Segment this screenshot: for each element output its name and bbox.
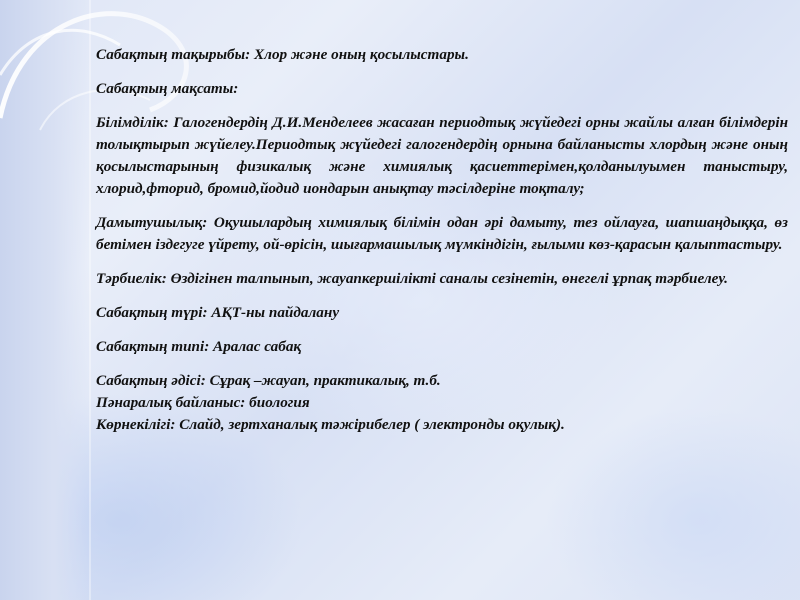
left-decor-strip: [0, 0, 88, 600]
lesson-type: Сабақтың түрі: АҚТ-ны пайдалану: [96, 304, 340, 321]
developmental-goal: Дамытушылық: Оқушылардың химиялық білімін одан әрі дамыту, тез ойлауға, шапшаңдыққа, өз бетімен іздегуге үйрету, ой-өрісін, шығармашылық мүмкіндігін, ғылыми көз-қарасын қалыптастыру.: [96, 214, 788, 253]
lesson-topic: Сабақтың тақырыбы: Хлор және оның қосылыстары.: [96, 46, 469, 63]
visual-aids: Көрнекілігі: Слайд, зертханалық тәжірибелер ( электронды оқулық).: [96, 416, 565, 433]
educational-goal: Білімділік: Галогендердің Д.И.Менделеев жасаған периодтық жүйедегі орны жайлы алған білімдерін толықтырып жүйелеу.Периодтық жүйедегі галогендердің орнына байланысты хлордың және оның қосылыстарының физикалық және химиялық қасиеттерімен,қолданылуымен таныстыру, хлорид,фторид, бромид,йодид иондарын анықтау тәсілдеріне тоқталу;: [96, 114, 788, 197]
interdisciplinary-link: Пәнаралық байланыс: биология: [96, 394, 310, 411]
lesson-goal-heading: Сабақтың мақсаты:: [96, 80, 239, 97]
lesson-plan-text: [96, 44, 788, 436]
lesson-method: Сабақтың әдісі: Сұрақ –жауап, практикалық, т.б.: [96, 372, 441, 389]
lesson-kind: Сабақтың типі: Аралас сабақ: [96, 338, 302, 355]
upbringing-goal: Тәрбиелік: Өздігінен талпынып, жауапкершілікті саналы сезінетін, өнегелі ұрпақ тәрбиелеу.: [96, 270, 728, 287]
